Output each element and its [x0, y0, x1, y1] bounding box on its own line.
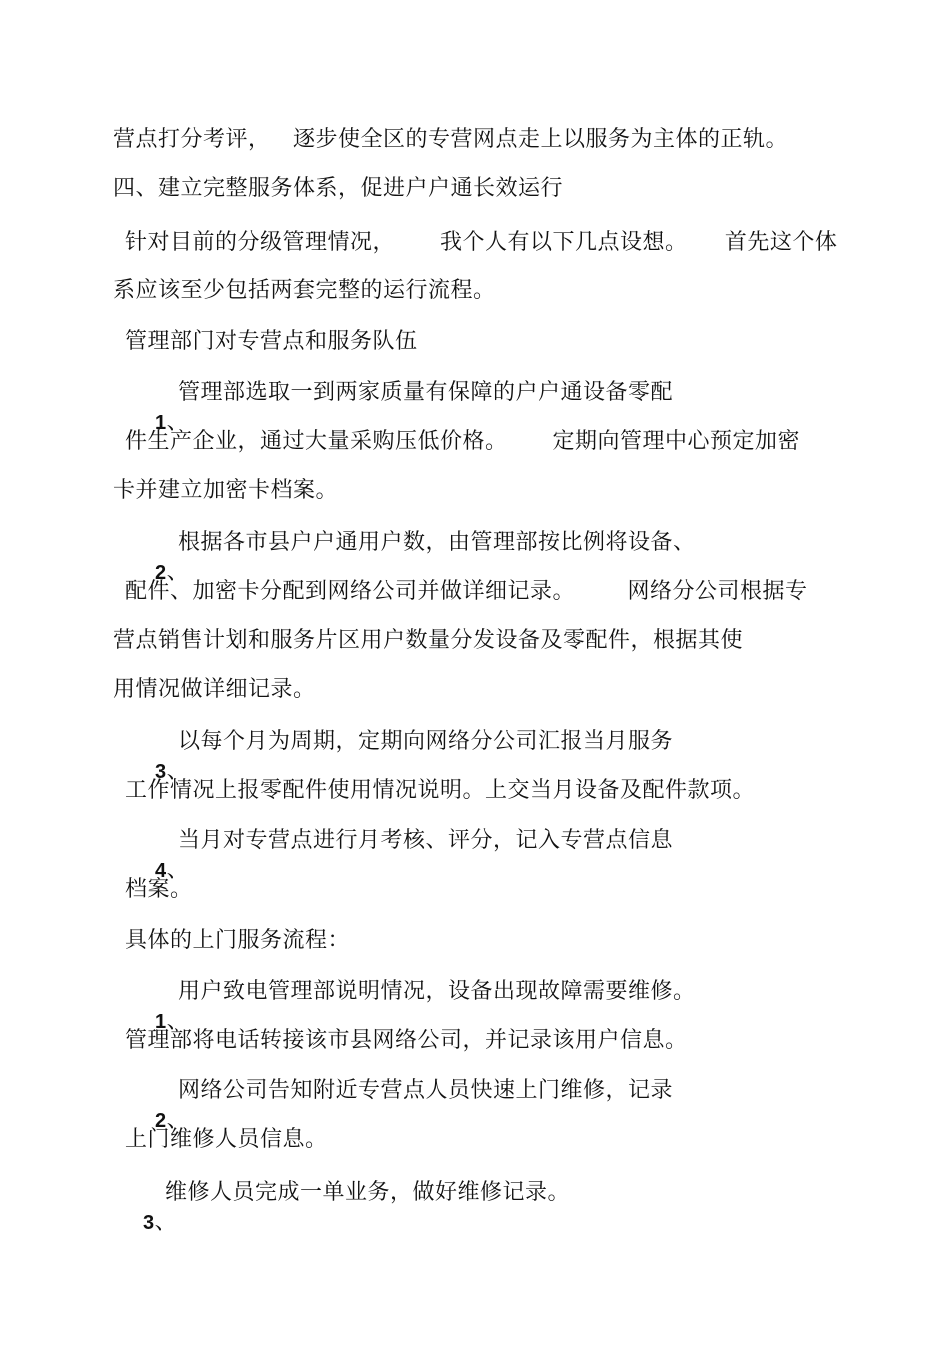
item-separator: 、: [166, 759, 190, 784]
list-item-text: 用户致电管理部说明情况，设备出现故障需要维修。: [178, 979, 696, 1004]
item-number: 3: [154, 761, 167, 783]
item-separator: 、: [166, 858, 190, 883]
item-number: 1: [154, 1011, 167, 1033]
paragraph-line: 上门维修人员信息。: [125, 1127, 328, 1152]
item-number: 2: [154, 562, 167, 584]
item-separator: 、: [166, 560, 190, 585]
item-separator: 、: [166, 1108, 190, 1133]
paragraph-line: 营点销售计划和服务片区用户数量分发设备及零配件，根据其使: [113, 628, 744, 653]
list-item-text: 维修人员完成一单业务，做好维修记录。: [165, 1180, 571, 1205]
list-item-text: 管理部选取一到两家质量有保障的户户通设备零配: [178, 380, 674, 405]
item-number: 2: [154, 1110, 167, 1132]
item-number: 4: [154, 860, 167, 882]
list-item-text: 根据各市县户户通用户数，由管理部按比例将设备、: [178, 530, 696, 555]
item-number: 1: [154, 412, 167, 434]
item-separator: 、: [154, 1210, 178, 1235]
list-item-text: 以每个月为周期，定期向网络分公司汇报当月服务: [178, 729, 674, 754]
paragraph-line: 用情况做详细记录。: [113, 677, 316, 702]
list-item-text: 网络公司告知附近专营点人员快速上门维修，记录: [178, 1078, 674, 1103]
item-number: 3: [142, 1212, 155, 1234]
item-separator: 、: [166, 1009, 190, 1034]
section-heading: 四、建立完整服务体系，促进户户通长效运行: [113, 176, 564, 201]
paragraph-line: 系应该至少包括两套完整的运行流程。: [113, 278, 496, 303]
paragraph-line: 工作情况上报零配件使用情况说明。上交当月设备及配件款项。: [125, 778, 756, 803]
list-item-text: 当月对专营点进行月考核、评分，记入专营点信息: [178, 828, 674, 853]
paragraph-line: 档案。: [125, 877, 193, 902]
paragraph-line: 管理部将电话转接该市县网络公司，并记录该用户信息。: [125, 1028, 688, 1053]
subheading: 具体的上门服务流程：: [125, 928, 351, 953]
subheading: 管理部门对专营点和服务队伍: [125, 329, 418, 354]
item-separator: 、: [166, 410, 190, 435]
paragraph-line: 件生产企业，通过大量采购压低价格。 定期向管理中心预定加密: [125, 429, 800, 454]
paragraph-line: 卡并建立加密卡档案。: [113, 478, 339, 503]
paragraph-line: 营点打分考评， 逐步使全区的专营网点走上以服务为主体的正轨。: [113, 127, 788, 152]
paragraph-line: 配件、加密卡分配到网络公司并做详细记录。 网络分公司根据专: [125, 579, 808, 604]
paragraph-line: 针对目前的分级管理情况， 我个人有以下几点设想。 首先这个体: [125, 230, 838, 255]
